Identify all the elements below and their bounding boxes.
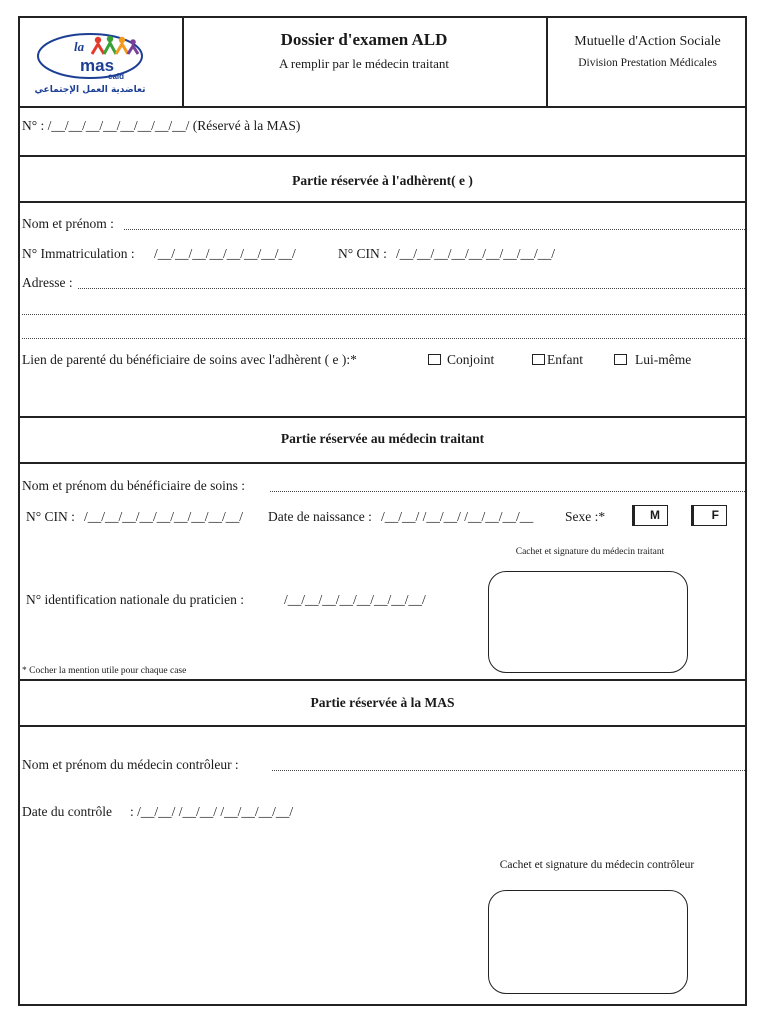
inp-field[interactable]: /__/__/__/__/__/__/__/__/ xyxy=(284,592,426,607)
date-naissance-field[interactable]: /__/__/ /__/__/ /__/__/__/__ xyxy=(381,509,534,524)
divider xyxy=(20,201,745,203)
cachet-traitant-label: Cachet et signature du médecin traitant xyxy=(515,547,665,557)
option-conjoint[interactable] xyxy=(428,352,494,368)
immatriculation-label: N° Immatriculation : xyxy=(22,246,135,261)
beneficiaire-name-field[interactable] xyxy=(270,491,745,492)
cachet-controleur-label: Cachet et signature du médecin contrôleur xyxy=(499,859,695,871)
dossier-number-field[interactable]: N° : /__/__/__/__/__/__/__/__/ (Réservé à la MAS) xyxy=(22,118,301,133)
date-controle-field[interactable]: : /__/__/ /__/__/ /__/__/__/__/ xyxy=(130,804,294,819)
sexe-f-checkbox[interactable]: F xyxy=(691,505,727,526)
section-title-mas: Partie réservée à la MAS xyxy=(310,695,455,710)
controleur-name-field[interactable] xyxy=(272,770,745,771)
divider xyxy=(20,106,745,108)
conjoint-label: Conjoint xyxy=(447,352,495,367)
enfant-label: Enfant xyxy=(547,352,583,367)
adresse-field-line-3[interactable] xyxy=(22,338,745,339)
adresse-label: Adresse : xyxy=(22,275,73,290)
option-enfant[interactable] xyxy=(532,352,583,368)
date-naissance-label: Date de naissance : xyxy=(268,509,372,524)
logo-script: la xyxy=(74,39,85,54)
sexe-m-checkbox[interactable]: M xyxy=(632,505,668,526)
lui-meme-checkbox[interactable] xyxy=(614,354,627,365)
logo-arabic-tagline: تعاضدية العمل الإجتماعي xyxy=(34,85,146,95)
adherent-name-label: Nom et prénom : xyxy=(22,216,114,231)
footnote: * Cocher la mention utile pour chaque case xyxy=(22,666,187,676)
adherent-cin-label: N° CIN : xyxy=(338,246,387,261)
form-frame xyxy=(18,16,747,1006)
section-title-medecin: Partie réservée au médecin traitant xyxy=(280,431,485,446)
logo-brand: mas xyxy=(80,56,115,75)
option-lui-meme[interactable] xyxy=(614,352,691,368)
form-title: Dossier d'examen ALD xyxy=(280,30,448,49)
beneficiaire-name-label: Nom et prénom du bénéficiaire de soins : xyxy=(22,478,246,493)
lien-parente-label: Lien de parenté du bénéficiaire de soins avec l'adhèrent ( e ):* xyxy=(22,352,357,367)
sexe-label: Sexe :* xyxy=(565,509,606,524)
beneficiaire-cin-field[interactable]: /__/__/__/__/__/__/__/__/__/ xyxy=(84,509,244,524)
divider xyxy=(20,155,745,157)
beneficiaire-cin-label: N° CIN : xyxy=(26,509,75,524)
adresse-field-line-2[interactable] xyxy=(22,314,745,315)
adherent-cin-field[interactable]: /__/__/__/__/__/__/__/__/__/ xyxy=(396,246,556,261)
immatriculation-field[interactable]: /__/__/__/__/__/__/__/__/ xyxy=(154,246,296,261)
adherent-name-field[interactable] xyxy=(124,229,745,230)
inp-label: N° identification nationale du praticien : xyxy=(26,592,244,607)
divider xyxy=(20,462,745,464)
logo-sub: caid xyxy=(108,72,125,81)
cachet-controleur-box[interactable] xyxy=(488,890,688,994)
adresse-field-line-1[interactable] xyxy=(78,288,745,289)
cachet-traitant-box[interactable] xyxy=(488,571,688,673)
org-division: Division Prestation Médicales xyxy=(578,57,717,69)
org-name: Mutuelle d'Action Sociale xyxy=(574,34,721,49)
divider xyxy=(20,725,745,727)
enfant-checkbox[interactable] xyxy=(532,354,545,365)
lui-meme-label: Lui-même xyxy=(635,352,692,367)
form-subtitle: A remplir par le médecin traitant xyxy=(278,56,449,71)
divider xyxy=(20,679,745,681)
mas-logo xyxy=(28,26,178,98)
controleur-name-label: Nom et prénom du médecin contrôleur : xyxy=(22,757,239,772)
date-controle-label: Date du contrôle xyxy=(22,804,112,819)
conjoint-checkbox[interactable] xyxy=(428,354,441,365)
section-title-adherent: Partie réservée à l'adhèrent( e ) xyxy=(292,173,473,188)
divider xyxy=(20,416,745,418)
